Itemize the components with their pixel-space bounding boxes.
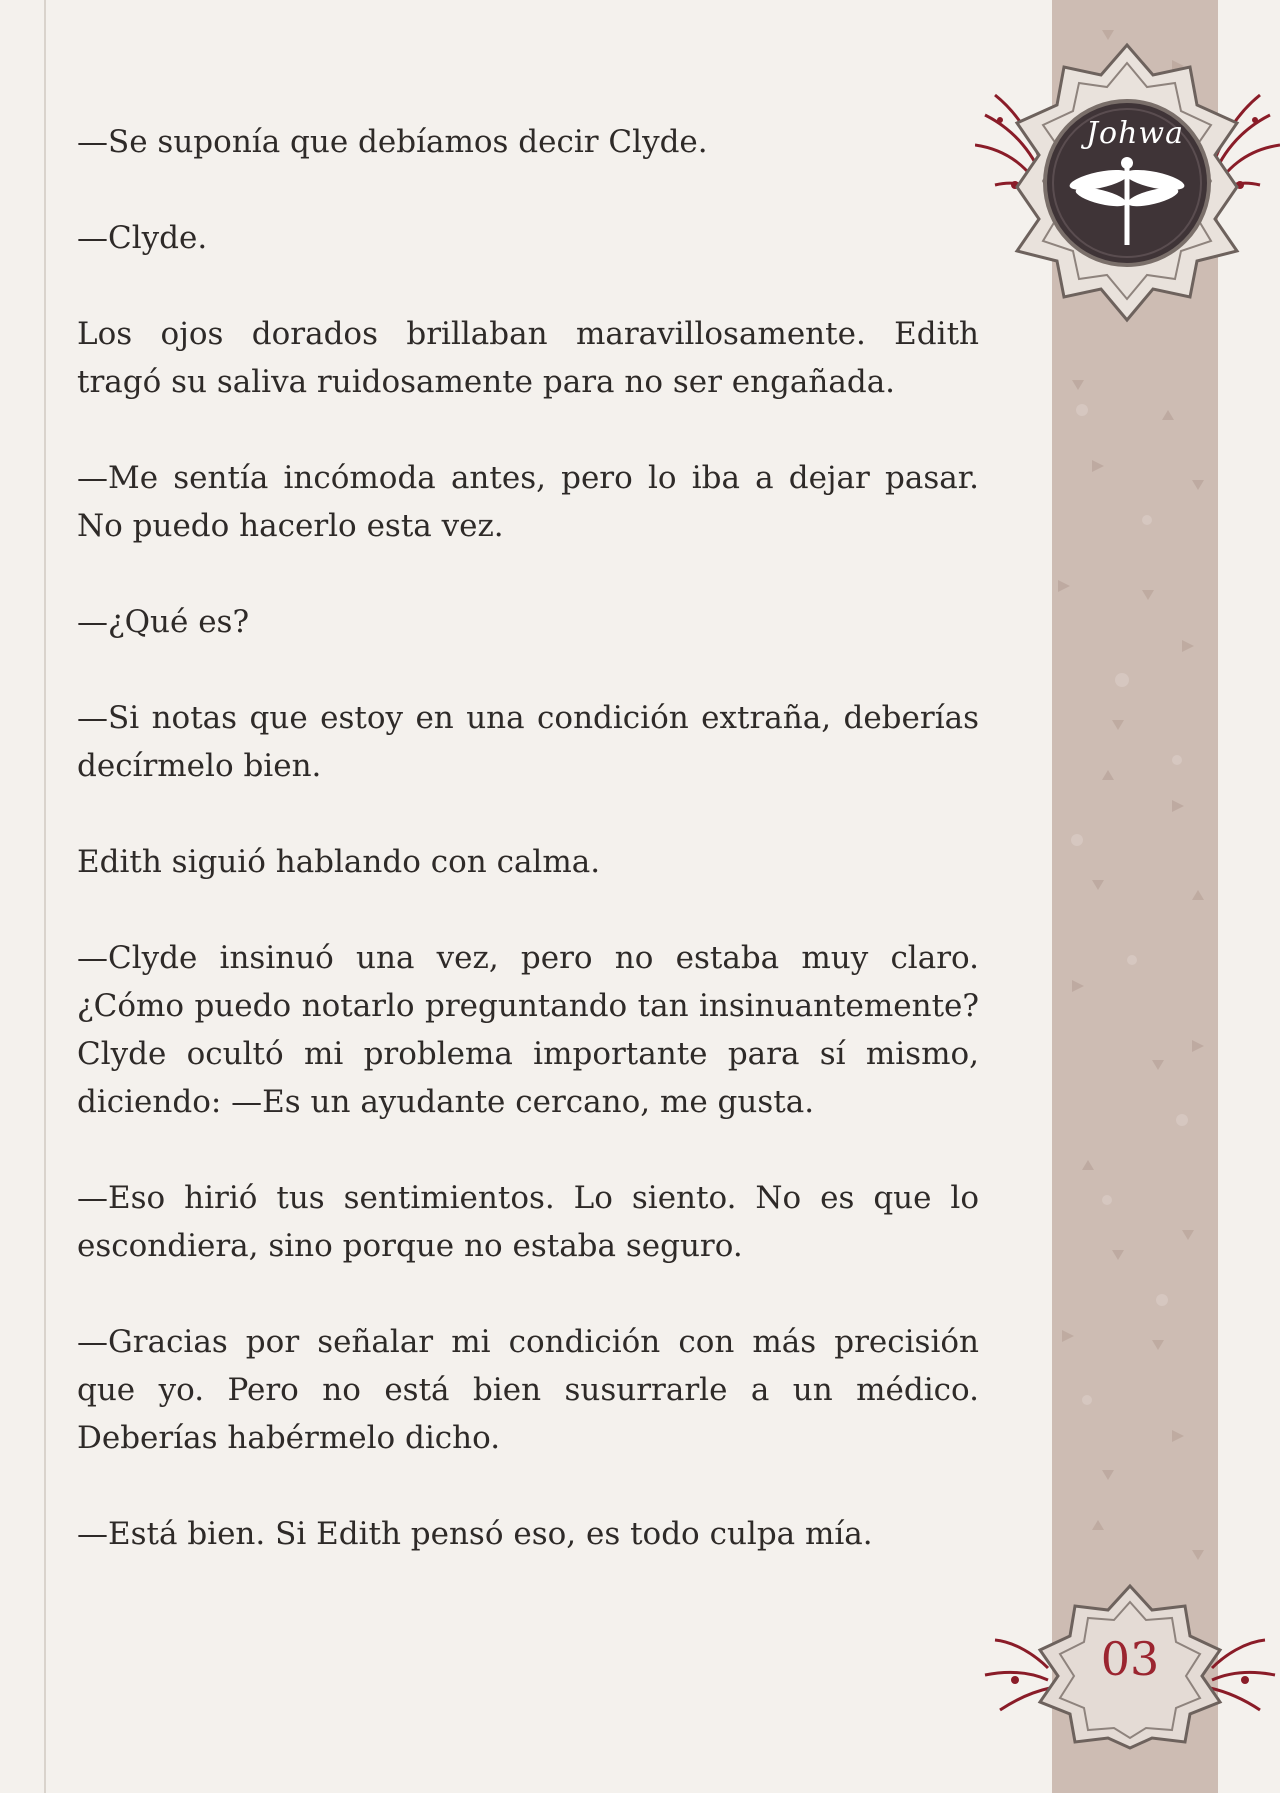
page-number: 03	[1100, 1632, 1160, 1686]
paragraph: —Me sentía incómoda antes, pero lo iba a dejar pasar. No puedo hacerlo esta vez.	[77, 460, 979, 544]
johwa-logo	[975, 35, 1280, 330]
paragraph: —Está bien. Si Edith pensó eso, es todo culpa mía.	[77, 1516, 873, 1552]
paragraph: —Si notas que estoy en una condición extraña, deberías decírmelo bien.	[77, 700, 979, 784]
paragraph: Los ojos dorados brillaban maravillosamente. Edith tragó su saliva ruidosamente para no ser engañada.	[77, 316, 979, 400]
paragraph: —Clyde.	[77, 220, 208, 256]
text-column	[77, 118, 979, 1606]
paragraph: —Gracias por señalar mi condición con más precisión que yo. Pero no está bien susurrarle a un médico. Deberías habérmelo dicho.	[77, 1324, 979, 1456]
paragraph: —Eso hirió tus sentimientos. Lo siento. No es que lo escondiera, sino porque no estaba seguro.	[77, 1180, 979, 1264]
logo-text: Johwa	[1086, 116, 1184, 151]
paragraph: —Clyde insinuó una vez, pero no estaba muy claro. ¿Cómo puedo notarlo preguntando tan insinuantemente? Clyde ocultó mi problema importante para sí mismo, diciendo: —Es un ayudante cercano, me gusta.	[77, 940, 979, 1120]
margin-line	[44, 0, 46, 1793]
paragraph: —Se suponía que debíamos decir Clyde.	[77, 124, 708, 160]
paragraph: —¿Qué es?	[77, 604, 250, 640]
paragraph: Edith siguió hablando con calma.	[77, 844, 601, 880]
